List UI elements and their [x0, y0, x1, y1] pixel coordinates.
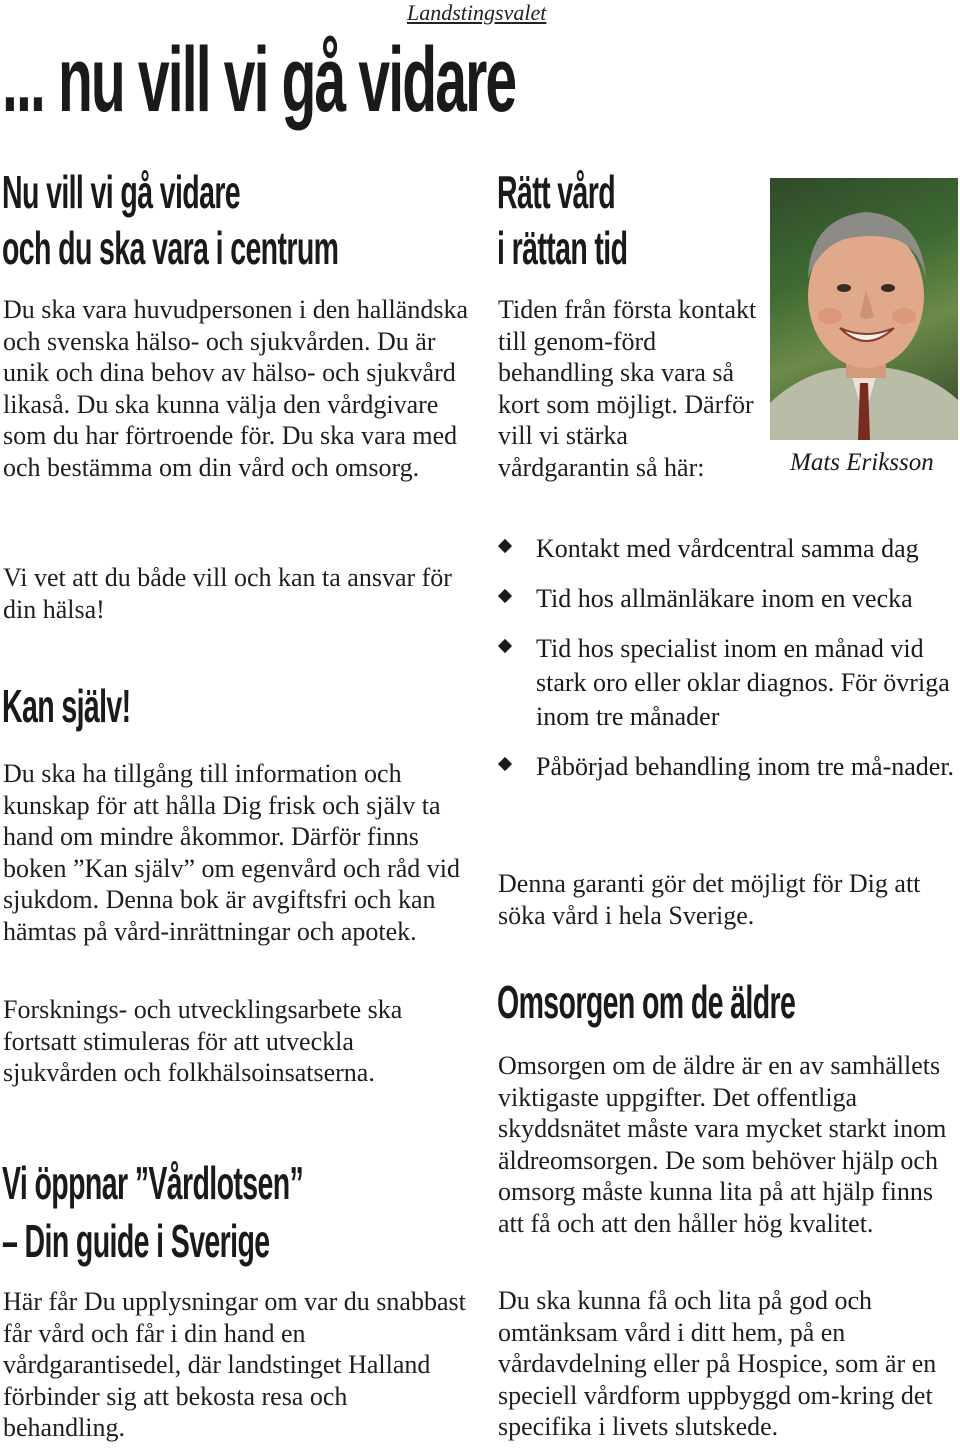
paragraph-huvudperson: Du ska vara huvudpersonen i den halländska och svenska hälso- och sjukvården. Du är unik och dina behov av hälso- och sjukvård likaså. Du ska kunna välja den vårdgivare som du har förtroende för. Du ska vara med och bestämma om din vård och omsorg.	[3, 295, 468, 482]
paragraph-forskning: Forsknings- och utvecklingsarbete ska fortsatt stimuleras för att utveckla sjukvården och folkhälsoinsatserna.	[3, 995, 403, 1087]
diamond-bullet-icon	[498, 589, 512, 603]
portrait-image	[770, 178, 958, 440]
paragraph-upplysningar: Här får Du upplysningar om var du snabbast får vård och får i din hand en vårdgarantisedel, där landstinget Halland förbinder sig att bekosta resa och behandling.	[3, 1287, 466, 1442]
heading-line: – Din guide i Sverige	[2, 1215, 270, 1267]
heading-line: Rätt vård	[497, 166, 616, 218]
vardgaranti-list	[498, 532, 960, 800]
diamond-bullet-icon	[498, 539, 512, 553]
heading-vardlotsen	[2, 1154, 303, 1270]
paragraph-aldre: Omsorgen om de äldre är en av samhällets viktigaste uppgifter. Det offentliga skyddsnätet måste vara mycket starkt inom äldreomsorgen. De som behöver hjälp och omsorg måste kunna lita på att hjälp finns att få och att den håller hög kvalitet.	[498, 1051, 947, 1238]
paragraph-information: Du ska ha tillgång till information och kunskap för att hålla Dig frisk och själv ta hand om mindre åkommor. Därför finns boken ”Kan själv” om egenvård och råd vid sjukdom. Denna bok är avgiftsfri och kan hämtas på vård-inrättningar och apotek.	[3, 759, 461, 946]
heading-nu-vill-vi	[2, 164, 338, 276]
list-item	[498, 582, 960, 616]
portrait-photo	[770, 178, 958, 440]
diamond-bullet-icon	[498, 639, 512, 653]
heading-line: Nu vill vi gå vidare	[2, 166, 241, 218]
photo-caption: Mats Eriksson	[790, 449, 934, 476]
list-item-text: Kontakt med vårdcentral samma dag	[536, 534, 919, 563]
heading-line: och du ska vara i centrum	[2, 222, 339, 274]
paragraph-vardgaranti-intro: Tiden från första kontakt till genom-förd behandling ska vara så kort som möjligt. Därför vill vi stärka vårdgarantin så här:	[498, 295, 757, 482]
heading-kan-sjalv: Kan själv!	[2, 680, 131, 732]
section-kicker: Landstingsvalet	[407, 0, 547, 25]
heading-ratt-vard	[497, 164, 627, 276]
heading-omsorgen: Omsorgen om de äldre	[497, 976, 796, 1028]
list-item	[498, 532, 960, 566]
list-item	[498, 750, 960, 784]
list-item-text: Tid hos allmänläkare inom en vecka	[536, 584, 913, 613]
heading-line: Vi öppnar ”Vårdlotsen”	[2, 1157, 304, 1209]
list-item	[498, 632, 960, 734]
paragraph-ansvar: Vi vet att du både vill och kan ta ansvar för din hälsa!	[3, 563, 452, 624]
paragraph-hospice: Du ska kunna få och lita på god och omtänksam vård i ditt hem, på en vårdavdelning eller på Hospice, som är en speciell vårdform uppbyggd om-kring det specifika i livets slutskede.	[498, 1286, 937, 1441]
heading-line: i rättan tid	[497, 222, 628, 274]
diamond-bullet-icon	[498, 757, 512, 771]
paragraph-garanti: Denna garanti gör det möjligt för Dig att söka vård i hela Sverige.	[498, 869, 921, 930]
list-item-text: Tid hos specialist inom en månad vid stark oro eller oklar diagnos. För övriga inom tre månader	[536, 634, 950, 731]
list-item-text: Påbörjad behandling inom tre må-nader.	[536, 752, 955, 781]
page-title: ... nu vill vi gå vidare	[2, 29, 516, 131]
